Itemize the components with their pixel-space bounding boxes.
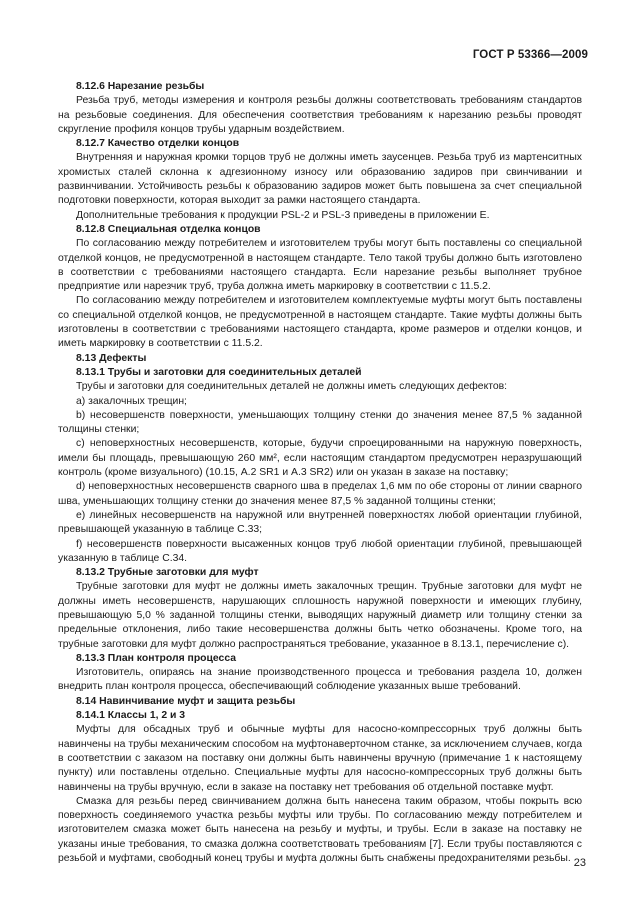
section-heading: 8.13.2 Трубные заготовки для муфт bbox=[76, 567, 259, 579]
section-heading: 8.13.3 План контроля процесса bbox=[76, 652, 237, 664]
body-paragraph: c) неповерхностных несовершенств, которые, будучи спроецированными на наружную поверхность, имели бы площадь, превышающую 260 мм², если настоящим стандартом предусмотрен неразрушающий контроль (кроме визуального) (10.15, А.2 SR1 и А.3 SR2) или он указан в заказе на поставку; bbox=[58, 438, 582, 479]
body-paragraph: По согласованию между потребителем и изготовителем комплектуемые муфты могут быть поставлены со специальной отделкой концов, не предусмотренной в настоящем стандарте. Такие муфты должны быть изготовлены в соответствии с требованиями настоящего стандарта, кроме размеров и отделки концов, и иметь маркировку в соответствии с 11.5.2. bbox=[58, 295, 582, 350]
section-heading: 8.12.7 Качество отделки концов bbox=[76, 138, 240, 150]
section-heading: 8.13.1 Трубы и заготовки для соединительных деталей bbox=[76, 366, 362, 378]
body-paragraph: Дополнительные требования к продукции PSL-2 и PSL-3 приведены в приложении Е. bbox=[76, 209, 490, 221]
document-standard-id: ГОСТ Р 53366—2009 bbox=[472, 49, 588, 61]
body-paragraph: b) несовершенств поверхности, уменьшающих толщину стенки до значения менее 87,5 % заданной толщины стенки; bbox=[58, 409, 582, 436]
body-paragraph: Трубные заготовки для муфт не должны иметь закалочных трещин. Трубные заготовки для муфт не должны иметь несовершенств, нарушающих сплошность наружной поверхности и имеющих глубину, превышающую 5,0 % заданной толщины стенки, выводящих наружный диаметр или толщину стенки за предельные отклонения, либо такие несовершенства должны быть четко обозначены. Кроме того, на трубные заготовки для муфт должно распространяться требование, указанное в 8.13.1, перечисление с). bbox=[58, 581, 582, 650]
section-heading: 8.12.6 Нарезание резьбы bbox=[76, 81, 205, 92]
body-paragraph: Муфты для обсадных труб и обычные муфты для насосно-компрессорных труб должны быть навинчены на трубы механическим способом на муфтонаверточном станке, за исключением случаев, когда в соответствии с заказом на поставку они должны быть навинчены вручную (примечание 1 к настоящему пункту) или поставлены отдельно. Специальные муфты для насосно-компрессорных труб должны быть навинчены на трубы вручную, если в заказе на поставку нет требования об отдельной поставке муфт. bbox=[58, 724, 582, 793]
document-body bbox=[58, 80, 582, 866]
body-paragraph: Смазка для резьбы перед свинчиванием должна быть нанесена таким образом, чтобы покрыть всю поверхность соединяемого участка резьбы муфты или трубы. По согласованию между потребителем и изготовителем смазка может быть нанесена на резьбу и муфты, и трубы. Если в заказе на поставку не указаны иные требования, то смазка должна соответствовать требованиям [7]. Если трубы поставляются с резьбой и муфтами, свободный конец трубы и муфта должны быть снабжены предохранителями резьбы. bbox=[58, 795, 582, 865]
section-heading: 8.12.8 Специальная отделка концов bbox=[76, 223, 261, 235]
body-paragraph: Внутренняя и наружная кромки торцов труб не должны иметь заусенцев. Резьба труб из мартенситных хромистых сталей склонна к адгезионному износу или образованию задиров при свинчивании и развинчивании. Устойчивость резьбы к образованию задиров может быть повышена за счет специальной подготовки поверхности, которая выходит за рамки настоящего стандарта. bbox=[58, 152, 582, 207]
body-paragraph: a) закалочных трещин; bbox=[76, 395, 187, 407]
body-paragraph: Трубы и заготовки для соединительных деталей не должны иметь следующих дефектов: bbox=[76, 381, 508, 393]
body-paragraph: d) неповерхностных несовершенств сварного шва в пределах 1,6 мм по обе стороны от линии сварного шва, уменьшающих толщину стенки до значения менее 87,5 % заданной толщины стенки; bbox=[58, 481, 582, 507]
body-paragraph: Изготовитель, опираясь на знание производственного процесса и требования раздела 10, должен внедрить план контроля процесса, обеспечивающий соблюдение указанных выше требований. bbox=[58, 667, 582, 693]
body-paragraph: f) несовершенств поверхности высаженных концов труб любой ориентации глубиной, превышающей указанную в таблице С.34. bbox=[58, 538, 582, 564]
section-heading: 8.14.1 Классы 1, 2 и 3 bbox=[76, 710, 186, 722]
section-heading: 8.13 Дефекты bbox=[76, 352, 147, 364]
page-number: 23 bbox=[573, 857, 586, 869]
body-paragraph: Резьба труб, методы измерения и контроля резьбы должны соответствовать требованиям стандартов на резьбовые соединения. Для обеспечения соответствия требованиям к нарезанию резьбы проводят скругление профиля концов трубы ударным воздействием. bbox=[58, 95, 582, 135]
section-heading: 8.14 Навинчивание муфт и защита резьбы bbox=[76, 695, 296, 707]
body-paragraph: По согласованию между потребителем и изготовителем трубы могут быть поставлены со специальной отделкой концов, не предусмотренной в настоящем стандарте. Тело такой трубы должно быть изготовлено в соответствии с требованиями настоящего стандарта. Если нарезание резьбы выполняет трубное предприятие или нарезчик труб, труба должна иметь маркировку в соответствии с 11.5.2. bbox=[58, 238, 582, 293]
body-paragraph: e) линейных несовершенств на наружной или внутренней поверхностях любой ориентации глубиной, превышающей указанную в таблице С.33; bbox=[58, 509, 582, 536]
